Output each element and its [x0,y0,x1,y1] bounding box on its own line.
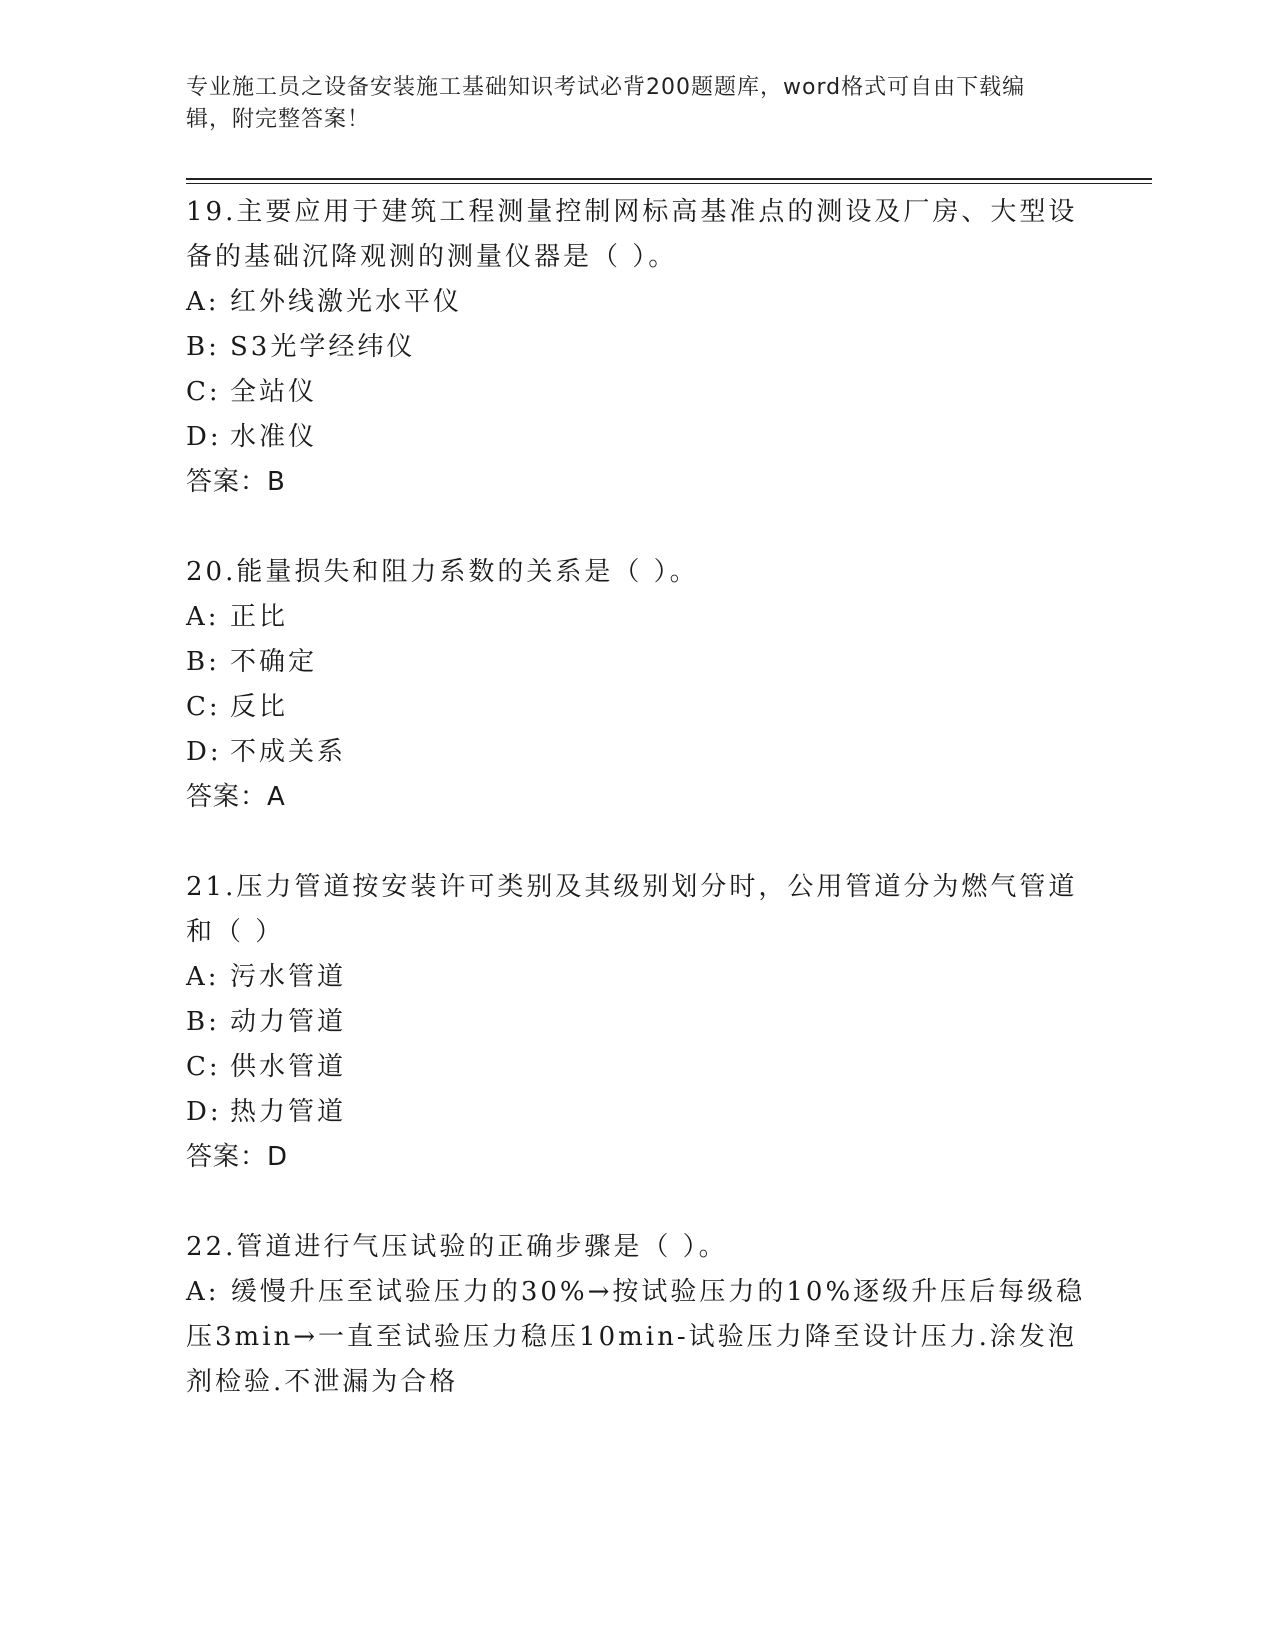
option-letter: C: [186,692,221,722]
option-text: 缓慢升压至试验压力的30%→按试验压力的10%逐级升压后每级稳压3min→一直至试验压力稳压10min-试验压力降至设计压力.涂发泡剂检验.不泄漏为合格 [186,1277,1086,1397]
option-text: 正比 [230,602,289,632]
answer-line: 答案：A [186,782,286,812]
question-19 [186,190,1086,505]
question-list [186,190,1086,1450]
question-stem: 21.压力管道按安装许可类别及其级别划分时，公用管道分为燃气管道和（ ） [186,872,1078,947]
option-letter: B: [186,647,220,677]
option-text: 全站仪 [230,377,318,407]
option-text: 污水管道 [230,962,347,992]
answer-line: 答案：B [186,467,286,497]
option-c [186,1045,1086,1090]
option-text: S3光学经纬仪 [230,332,416,362]
option-letter: C: [186,377,221,407]
option-letter: D: [186,1097,222,1127]
option-text: 不确定 [230,647,318,677]
option-a [186,595,1086,640]
option-text: 动力管道 [230,1007,347,1037]
header-divider-thick [186,178,1152,180]
option-d [186,415,1086,460]
option-a [186,1270,1086,1405]
option-letter: A: [186,602,220,632]
header-divider-thin [186,183,1152,184]
option-letter: D: [186,737,222,767]
option-letter: C: [186,1052,221,1082]
option-c [186,685,1086,730]
option-text: 不成关系 [230,737,347,767]
option-letter: B: [186,332,220,362]
option-text: 水准仪 [230,422,318,452]
option-a [186,955,1086,1000]
option-text: 红外线激光水平仪 [230,287,463,317]
question-21 [186,865,1086,1180]
option-c [186,370,1086,415]
option-letter: A: [186,287,220,317]
option-letter: A: [186,1277,220,1307]
question-stem: 20.能量损失和阻力系数的关系是（ ）。 [186,557,699,587]
document-header: 专业施工员之设备安装施工基础知识考试必背200题题库，word格式可自由下载编辑，附完整答案！ [186,75,1026,132]
option-b [186,1000,1086,1045]
question-stem: 19.主要应用于建筑工程测量控制网标高基准点的测设及厂房、大型设备的基础沉降观测的测量仪器是（ ）。 [186,197,1078,272]
option-d [186,730,1086,775]
option-text: 反比 [230,692,289,722]
option-text: 热力管道 [230,1097,347,1127]
question-20 [186,550,1086,820]
option-b [186,640,1086,685]
option-letter: B: [186,1007,220,1037]
option-b [186,325,1086,370]
option-text: 供水管道 [230,1052,347,1082]
option-letter: D: [186,422,222,452]
option-d [186,1090,1086,1135]
option-a [186,280,1086,325]
question-stem: 22.管道进行气压试验的正确步骤是（ ）。 [186,1232,728,1262]
option-letter: A: [186,962,220,992]
question-22 [186,1225,1086,1405]
answer-line: 答案：D [186,1142,289,1172]
